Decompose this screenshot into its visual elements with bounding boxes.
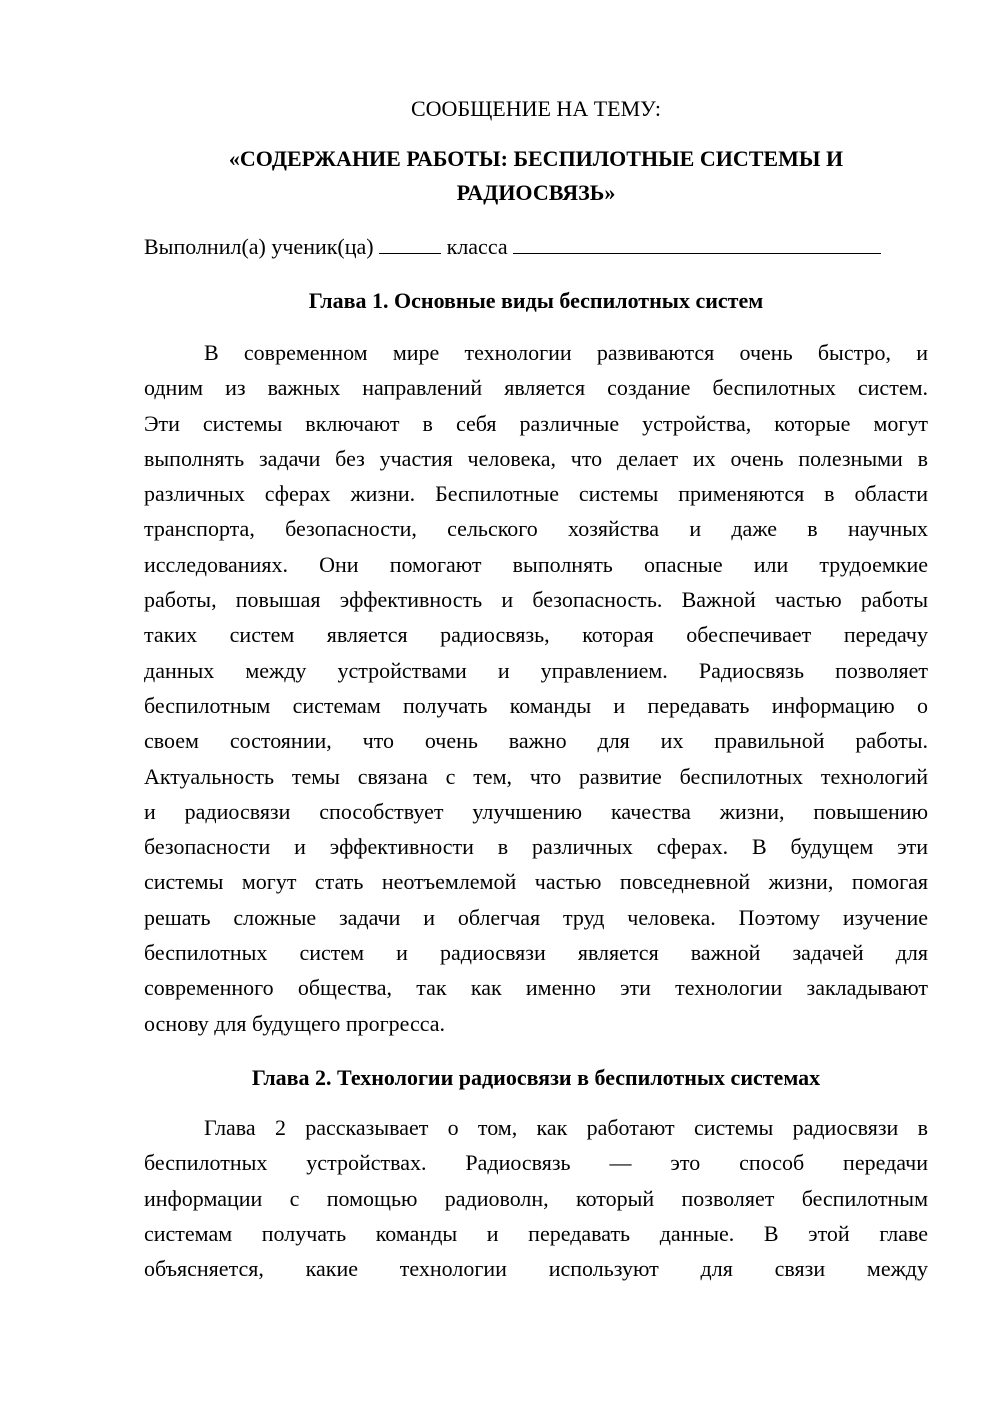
- author-class-word: класса: [446, 234, 508, 259]
- paragraph-line: системам получать команды и передавать данные. В этой главе: [144, 1220, 928, 1246]
- chapter-1-title: Глава 1. Основные виды беспилотных систем: [308, 288, 764, 313]
- paragraph-line: своем состоянии, что очень важно для их правильной работы.: [144, 728, 928, 754]
- paragraph-line: информации с помощью радиоволн, который позволяет беспилотным: [144, 1185, 928, 1211]
- chapter-2-title: Глава 2. Технологии радиосвязи в беспилотных системах: [251, 1065, 821, 1090]
- chapter-2-paragraph: [144, 1110, 928, 1286]
- paragraph-line: беспилотных устройствах. Радиосвязь — это способ передачи: [144, 1150, 928, 1176]
- paragraph-line: таких систем является радиосвязь, которая обеспечивает передачу: [144, 622, 928, 648]
- document-title: [144, 142, 928, 210]
- paragraph-line: различных сферах жизни. Беспилотные системы применяются в области: [144, 481, 928, 507]
- paragraph-line: решать сложные задачи и облегчая труд человека. Поэтому изучение: [144, 904, 928, 930]
- title-line-2: РАДИОСВЯЗЬ»: [456, 180, 616, 205]
- paragraph-line: исследованиях. Они помогают выполнять опасные или трудоемкие: [144, 551, 928, 577]
- document-header: СООБЩЕНИЕ НА ТЕМУ:: [411, 96, 661, 121]
- paragraph-line: беспилотных систем и радиосвязи является важной задачей для: [144, 940, 928, 966]
- paragraph-line: современного общества, так как именно эти технологии закладывают: [144, 975, 928, 1001]
- paragraph-line: беспилотным системам получать команды и передавать информацию о: [144, 692, 928, 718]
- paragraph-line: Эти системы включают в себя различные устройства, которые могут: [144, 410, 928, 436]
- paragraph-line: выполнять задачи без участия человека, что делает их очень полезными в: [144, 445, 928, 471]
- paragraph-line: объясняется, какие технологии используют для связи между: [144, 1256, 928, 1282]
- author-prefix: Выполнил(а) ученик(ца): [144, 234, 374, 259]
- chapter-1-paragraph: [144, 335, 928, 1041]
- paragraph-line: Актуальность темы связана с тем, что развитие беспилотных технологий: [144, 763, 928, 789]
- paragraph-line: и радиосвязи способствует улучшению качества жизни, повышению: [144, 798, 928, 824]
- paragraph-line: В современном мире технологии развиваются очень быстро, и: [204, 340, 928, 365]
- paragraph-line: Глава 2 рассказывает о том, как работают системы радиосвязи в: [204, 1115, 928, 1140]
- paragraph-line: безопасности и эффективности в различных сферах. В будущем эти: [144, 834, 928, 860]
- paragraph-line: системы могут стать неотъемлемой частью повседневной жизни, помогая: [144, 869, 928, 895]
- student-name-blank: [513, 231, 881, 254]
- paragraph-line: одним из важных направлений является создание беспилотных систем.: [144, 375, 928, 401]
- paragraph-line: транспорта, безопасности, сельского хозяйства и даже в научных: [144, 516, 928, 542]
- paragraph-line: данных между устройствами и управлением. Радиосвязь позволяет: [144, 657, 928, 683]
- author-line: [144, 231, 928, 262]
- paragraph-line: основу для будущего прогресса.: [144, 1010, 446, 1036]
- class-number-blank: [379, 231, 441, 254]
- title-line-1: «СОДЕРЖАНИЕ РАБОТЫ: БЕСПИЛОТНЫЕ СИСТЕМЫ И: [228, 146, 844, 171]
- paragraph-line: работы, повышая эффективность и безопасность. Важной частью работы: [144, 587, 928, 613]
